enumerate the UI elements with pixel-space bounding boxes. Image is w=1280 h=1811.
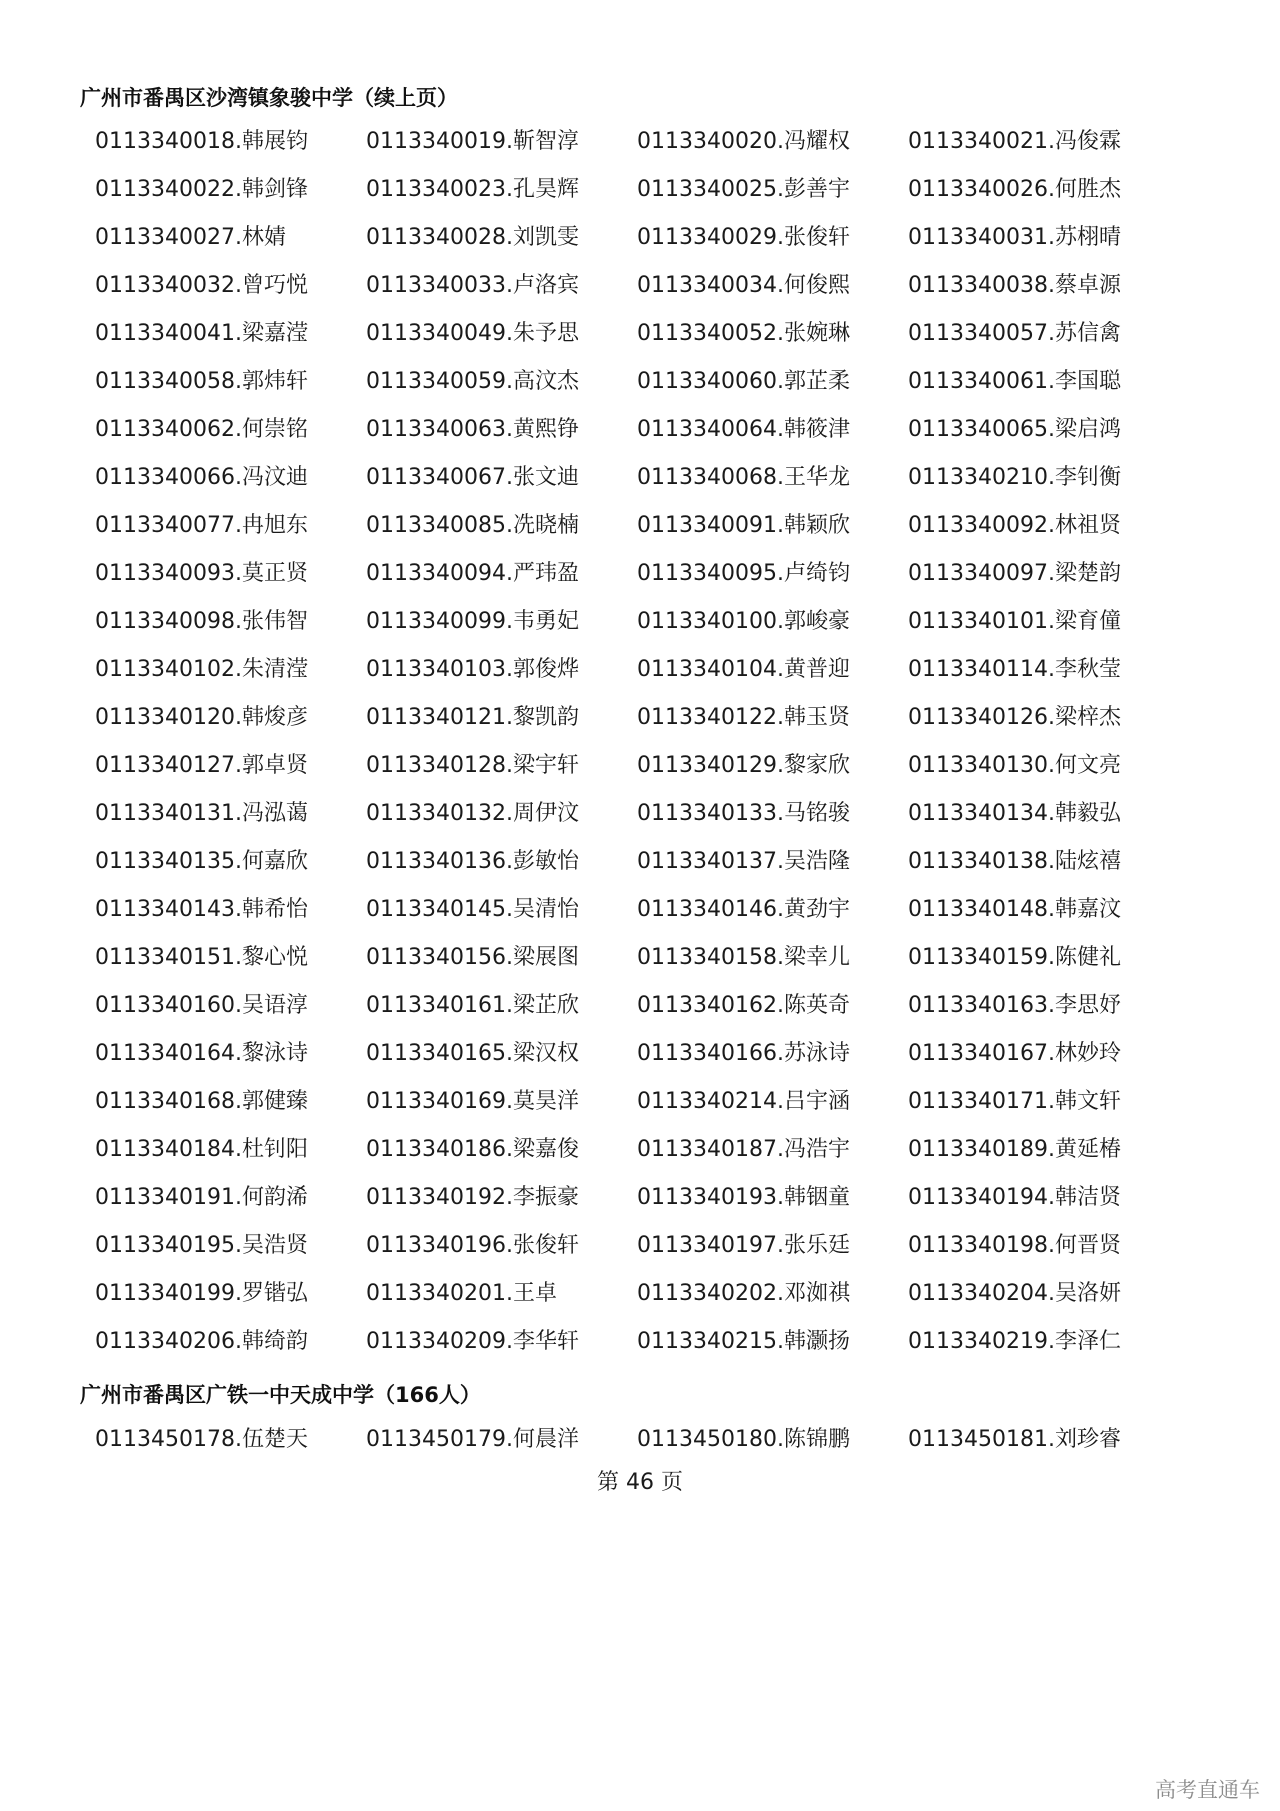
section-heading-xiangjun-middle-school: 广州市番禺区沙湾镇象骏中学（续上页） [80, 86, 458, 110]
student-entry: 0113340135.何嘉欣 [95, 849, 308, 874]
student-entry: 0113340129.黎家欣 [637, 753, 850, 778]
student-entry: 0113340104.黄普迎 [637, 657, 850, 682]
student-entry: 0113340058.郭炜轩 [95, 369, 308, 394]
student-entry: 0113450181.刘珍睿 [908, 1427, 1121, 1452]
student-entry: 0113340184.杜钊阳 [95, 1137, 308, 1162]
page-number: 第 46 页 [597, 1470, 683, 1495]
student-entry: 0113340128.梁宇轩 [366, 753, 579, 778]
student-entry: 0113340168.郭健臻 [95, 1089, 308, 1114]
student-entry: 0113340156.梁展图 [366, 945, 579, 970]
student-entry: 0113340068.王华龙 [637, 465, 850, 490]
student-entry: 0113340094.严玮盈 [366, 561, 579, 586]
student-entry: 0113340193.韩铟童 [637, 1185, 850, 1210]
student-entry: 0113340137.吴浩隆 [637, 849, 850, 874]
student-entry: 0113340121.黎凯韵 [366, 705, 579, 730]
student-entry: 0113340077.冉旭东 [95, 513, 308, 538]
student-entry: 0113340167.林妙玲 [908, 1041, 1121, 1066]
student-entry: 0113340060.郭芷柔 [637, 369, 850, 394]
student-entry: 0113340194.韩洁贤 [908, 1185, 1121, 1210]
student-entry: 0113340201.王卓 [366, 1281, 557, 1306]
student-entry: 0113340057.苏信禽 [908, 321, 1121, 346]
student-entry: 0113340025.彭善宇 [637, 177, 850, 202]
student-entry: 0113340159.陈健礼 [908, 945, 1121, 970]
student-entry: 0113340161.梁芷欣 [366, 993, 579, 1018]
student-entry: 0113340059.高汶杰 [366, 369, 579, 394]
student-entry: 0113340187.冯浩宇 [637, 1137, 850, 1162]
student-entry: 0113340052.张婉琳 [637, 321, 850, 346]
student-entry: 0113340191.何韵浠 [95, 1185, 308, 1210]
student-entry: 0113340021.冯俊霖 [908, 129, 1121, 154]
student-entry: 0113340033.卢洛宾 [366, 273, 579, 298]
student-entry: 0113340197.张乐廷 [637, 1233, 850, 1258]
student-entry: 0113340134.韩毅弘 [908, 801, 1121, 826]
student-entry: 0113340166.苏泳诗 [637, 1041, 850, 1066]
student-entry: 0113340100.郭峻豪 [637, 609, 850, 634]
student-entry: 0113340067.张文迪 [366, 465, 579, 490]
student-entry: 0113340163.李思妤 [908, 993, 1121, 1018]
student-entry: 0113340029.张俊轩 [637, 225, 850, 250]
student-entry: 0113340049.朱予思 [366, 321, 579, 346]
student-entry: 0113340148.韩嘉汶 [908, 897, 1121, 922]
student-entry: 0113340189.黄延椿 [908, 1137, 1121, 1162]
student-entry: 0113340171.韩文轩 [908, 1089, 1121, 1114]
student-entry: 0113340122.韩玉贤 [637, 705, 850, 730]
student-entry: 0113340146.黄劲宇 [637, 897, 850, 922]
student-entry: 0113340019.靳智淳 [366, 129, 579, 154]
student-entry: 0113340028.刘凯雯 [366, 225, 579, 250]
student-entry: 0113340102.朱清滢 [95, 657, 308, 682]
student-entry: 0113340022.韩剑锋 [95, 177, 308, 202]
student-entry: 0113340196.张俊轩 [366, 1233, 579, 1258]
student-entry: 0113340027.林婧 [95, 225, 286, 250]
student-entry: 0113340026.何胜杰 [908, 177, 1121, 202]
student-entry: 0113450180.陈锦鹏 [637, 1427, 850, 1452]
watermark: 高考直通车 [1155, 1778, 1260, 1802]
student-list-xiangjun-middle-school [95, 118, 1179, 1366]
student-entry: 0113340131.冯泓蔼 [95, 801, 308, 826]
student-entry: 0113340103.郭俊烨 [366, 657, 579, 682]
student-entry: 0113450179.何晨洋 [366, 1427, 579, 1452]
student-entry: 0113340210.李钊衡 [908, 465, 1121, 490]
student-entry: 0113340126.梁梓杰 [908, 705, 1121, 730]
student-entry: 0113340018.韩展钧 [95, 129, 308, 154]
student-entry: 0113340214.吕宇涵 [637, 1089, 850, 1114]
student-entry: 0113340164.黎泳诗 [95, 1041, 308, 1066]
student-entry: 0113340199.罗锴弘 [95, 1281, 308, 1306]
student-entry: 0113340136.彭敏怡 [366, 849, 579, 874]
student-entry: 0113340031.苏栩晴 [908, 225, 1121, 250]
student-entry: 0113340162.陈英奇 [637, 993, 850, 1018]
student-entry: 0113340099.韦勇妃 [366, 609, 579, 634]
student-entry: 0113340169.莫昊洋 [366, 1089, 579, 1114]
student-entry: 0113340101.梁育僮 [908, 609, 1121, 634]
student-entry: 0113340095.卢绮钧 [637, 561, 850, 586]
student-entry: 0113340195.吴浩贤 [95, 1233, 308, 1258]
student-entry: 0113340138.陆炫禧 [908, 849, 1121, 874]
student-entry: 0113340038.蔡卓源 [908, 273, 1121, 298]
student-entry: 0113340151.黎心悦 [95, 945, 308, 970]
student-entry: 0113340098.张伟智 [95, 609, 308, 634]
student-entry: 0113340204.吴洛妍 [908, 1281, 1121, 1306]
student-entry: 0113340041.梁嘉滢 [95, 321, 308, 346]
student-entry: 0113340093.莫正贤 [95, 561, 308, 586]
student-list-tiancheng-middle-school [95, 1416, 1179, 1464]
student-entry: 0113340064.韩筱津 [637, 417, 850, 442]
student-entry: 0113340062.何崇铭 [95, 417, 308, 442]
student-entry: 0113340127.郭卓贤 [95, 753, 308, 778]
student-entry: 0113340065.梁启鸿 [908, 417, 1121, 442]
student-entry: 0113340215.韩灏扬 [637, 1329, 850, 1354]
student-entry: 0113340206.韩绮韵 [95, 1329, 308, 1354]
student-entry: 0113340114.李秋莹 [908, 657, 1121, 682]
student-entry: 0113340020.冯耀权 [637, 129, 850, 154]
student-entry: 0113340091.韩颖欣 [637, 513, 850, 538]
student-entry: 0113340023.孔昊辉 [366, 177, 579, 202]
student-entry: 0113340130.何文亮 [908, 753, 1121, 778]
student-entry: 0113340202.邓洳祺 [637, 1281, 850, 1306]
student-entry: 0113340165.梁汉权 [366, 1041, 579, 1066]
student-entry: 0113340120.韩焌彦 [95, 705, 308, 730]
student-entry: 0113340061.李国聪 [908, 369, 1121, 394]
student-entry: 0113340097.梁楚韵 [908, 561, 1121, 586]
student-entry: 0113340192.李振豪 [366, 1185, 579, 1210]
student-entry: 0113340066.冯汶迪 [95, 465, 308, 490]
student-entry: 0113340209.李华轩 [366, 1329, 579, 1354]
student-entry: 0113340160.吴语淳 [95, 993, 308, 1018]
student-entry: 0113340133.马铭骏 [637, 801, 850, 826]
student-entry: 0113340145.吴清怡 [366, 897, 579, 922]
student-entry: 0113340143.韩希怡 [95, 897, 308, 922]
student-entry: 0113450178.伍楚天 [95, 1427, 308, 1452]
student-entry: 0113340219.李泽仁 [908, 1329, 1121, 1354]
student-entry: 0113340198.何晋贤 [908, 1233, 1121, 1258]
student-entry: 0113340186.梁嘉俊 [366, 1137, 579, 1162]
student-entry: 0113340063.黄熙铮 [366, 417, 579, 442]
student-entry: 0113340158.梁幸儿 [637, 945, 850, 970]
section-heading-tiancheng-middle-school: 广州市番禺区广铁一中天成中学（166人） [80, 1383, 481, 1407]
student-entry: 0113340034.何俊熙 [637, 273, 850, 298]
student-entry: 0113340132.周伊汶 [366, 801, 579, 826]
student-entry: 0113340032.曾巧悦 [95, 273, 308, 298]
student-entry: 0113340085.冼晓楠 [366, 513, 579, 538]
student-entry: 0113340092.林祖贤 [908, 513, 1121, 538]
